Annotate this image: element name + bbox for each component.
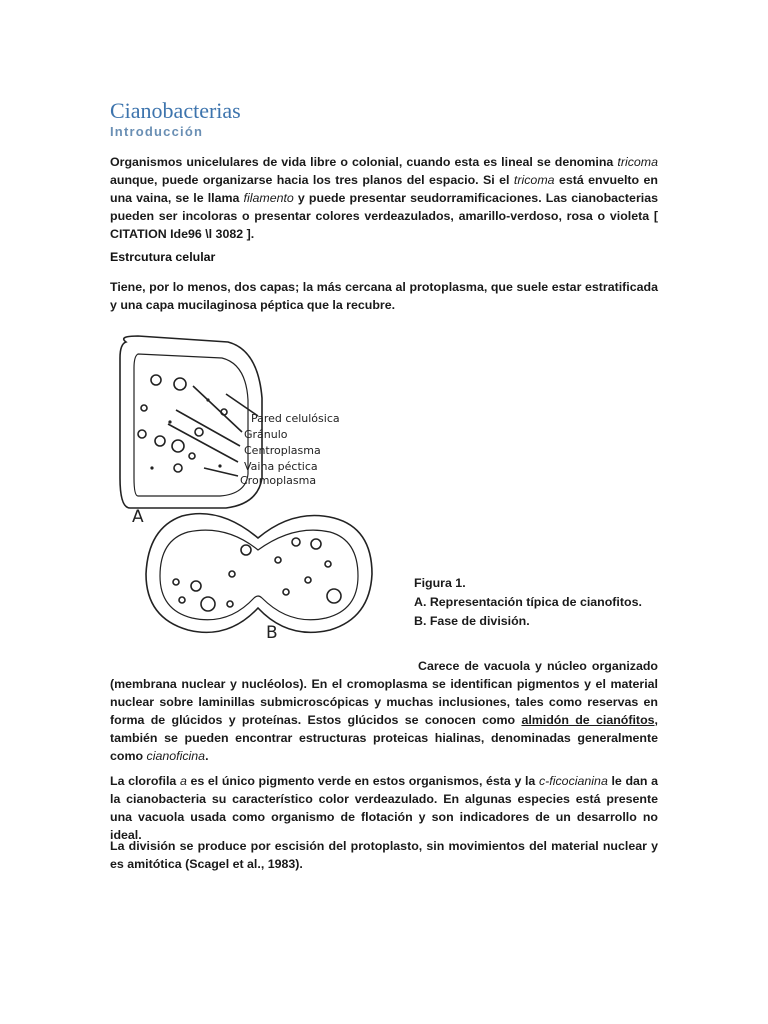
term-tricoma: tricoma — [617, 155, 658, 169]
intro-text-3: está envuelto en una vaina, se le llama — [110, 173, 658, 205]
figure-caption — [414, 574, 642, 631]
intro-text-2: aunque, puede organizarse hacia los tres planos del espacio. Si el — [110, 173, 514, 187]
p3-text-1: Carece de vacuola y núcleo organizado (membrana nuclear y nucléolos). En el cromoplasma se identifican pigmentos y el material nuclear sobre laminillas submicroscópicas y muchas inclusiones, tales como reservas en forma de glúcidos y proteínas. Estos glúcidos se conocen como — [110, 659, 658, 727]
term-almidon: almidón de cianófitos — [521, 713, 655, 727]
term-filamento: filamento — [243, 191, 294, 205]
cell-b-inner — [160, 530, 358, 620]
p4-text-1: La clorofila — [110, 774, 180, 788]
label-granulo: Gránulo — [244, 428, 288, 441]
label-pared: Pared celulósica — [251, 412, 340, 425]
caption-title: Figura 1. — [414, 576, 466, 590]
page-title: Cianobacterias — [110, 98, 241, 123]
term-tricoma-2: tricoma — [513, 173, 555, 187]
cyanobacteria-figure — [108, 328, 408, 648]
term-ficocianina: c-ficocianina — [538, 774, 608, 788]
paragraph-3 — [110, 657, 658, 765]
label-b: B — [266, 623, 278, 643]
p4-text-3: le dan a la cianobacteria su característico color verdeazulado. En algunas especies está presente una vacuola usada como organismo de flotación y son indicadores de un desarrollo no ideal. — [110, 774, 659, 842]
p3-text-3: . — [205, 749, 209, 763]
section-heading: Estrcutura celular — [110, 250, 216, 264]
term-a: a — [179, 774, 187, 788]
intro-paragraph — [110, 153, 658, 243]
label-centroplasma: Centroplasma — [244, 444, 321, 457]
term-cianoficina: cianoficina — [146, 749, 206, 763]
structure-paragraph: Tiene, por lo menos, dos capas; la más cercana al protoplasma, que suele estar estratificada y una capa mucilaginosa péptica que la recubre. — [110, 280, 658, 312]
p4-text-2: es el único pigmento verde en estos organismos, ésta y la — [186, 774, 539, 788]
caption-a: A. Representación típica de cianofitos. — [414, 595, 642, 609]
paragraph-4 — [110, 772, 658, 844]
page-subtitle: Introducción — [110, 124, 204, 139]
caption-b: B. Fase de división. — [414, 614, 530, 628]
cell-b-sheath — [146, 514, 372, 633]
intro-text-4: y puede presentar seudorramificaciones. Las cianobacterias pueden ser incoloras o presentar colores verdeazulados, amarillo-verdoso, rosa o violeta [ CITATION Ide96 \l 3082 ]. — [110, 191, 658, 241]
paragraph-5: La división se produce por escisión del protoplasto, sin movimientos del material nuclear y es amitótica (Scagel et al., 1983). — [110, 839, 658, 871]
label-cromoplasma: Cromoplasma — [240, 474, 317, 487]
intro-text-1: Organismos unicelulares de vida libre o colonial, cuando esta es lineal se denomina — [110, 155, 618, 169]
label-a: A — [132, 507, 144, 527]
label-vaina: Vaina péctica — [244, 460, 318, 473]
p3-text-2: , también se pueden encontrar estructuras proteicas hialinas, denominadas generalmente como — [110, 713, 658, 763]
